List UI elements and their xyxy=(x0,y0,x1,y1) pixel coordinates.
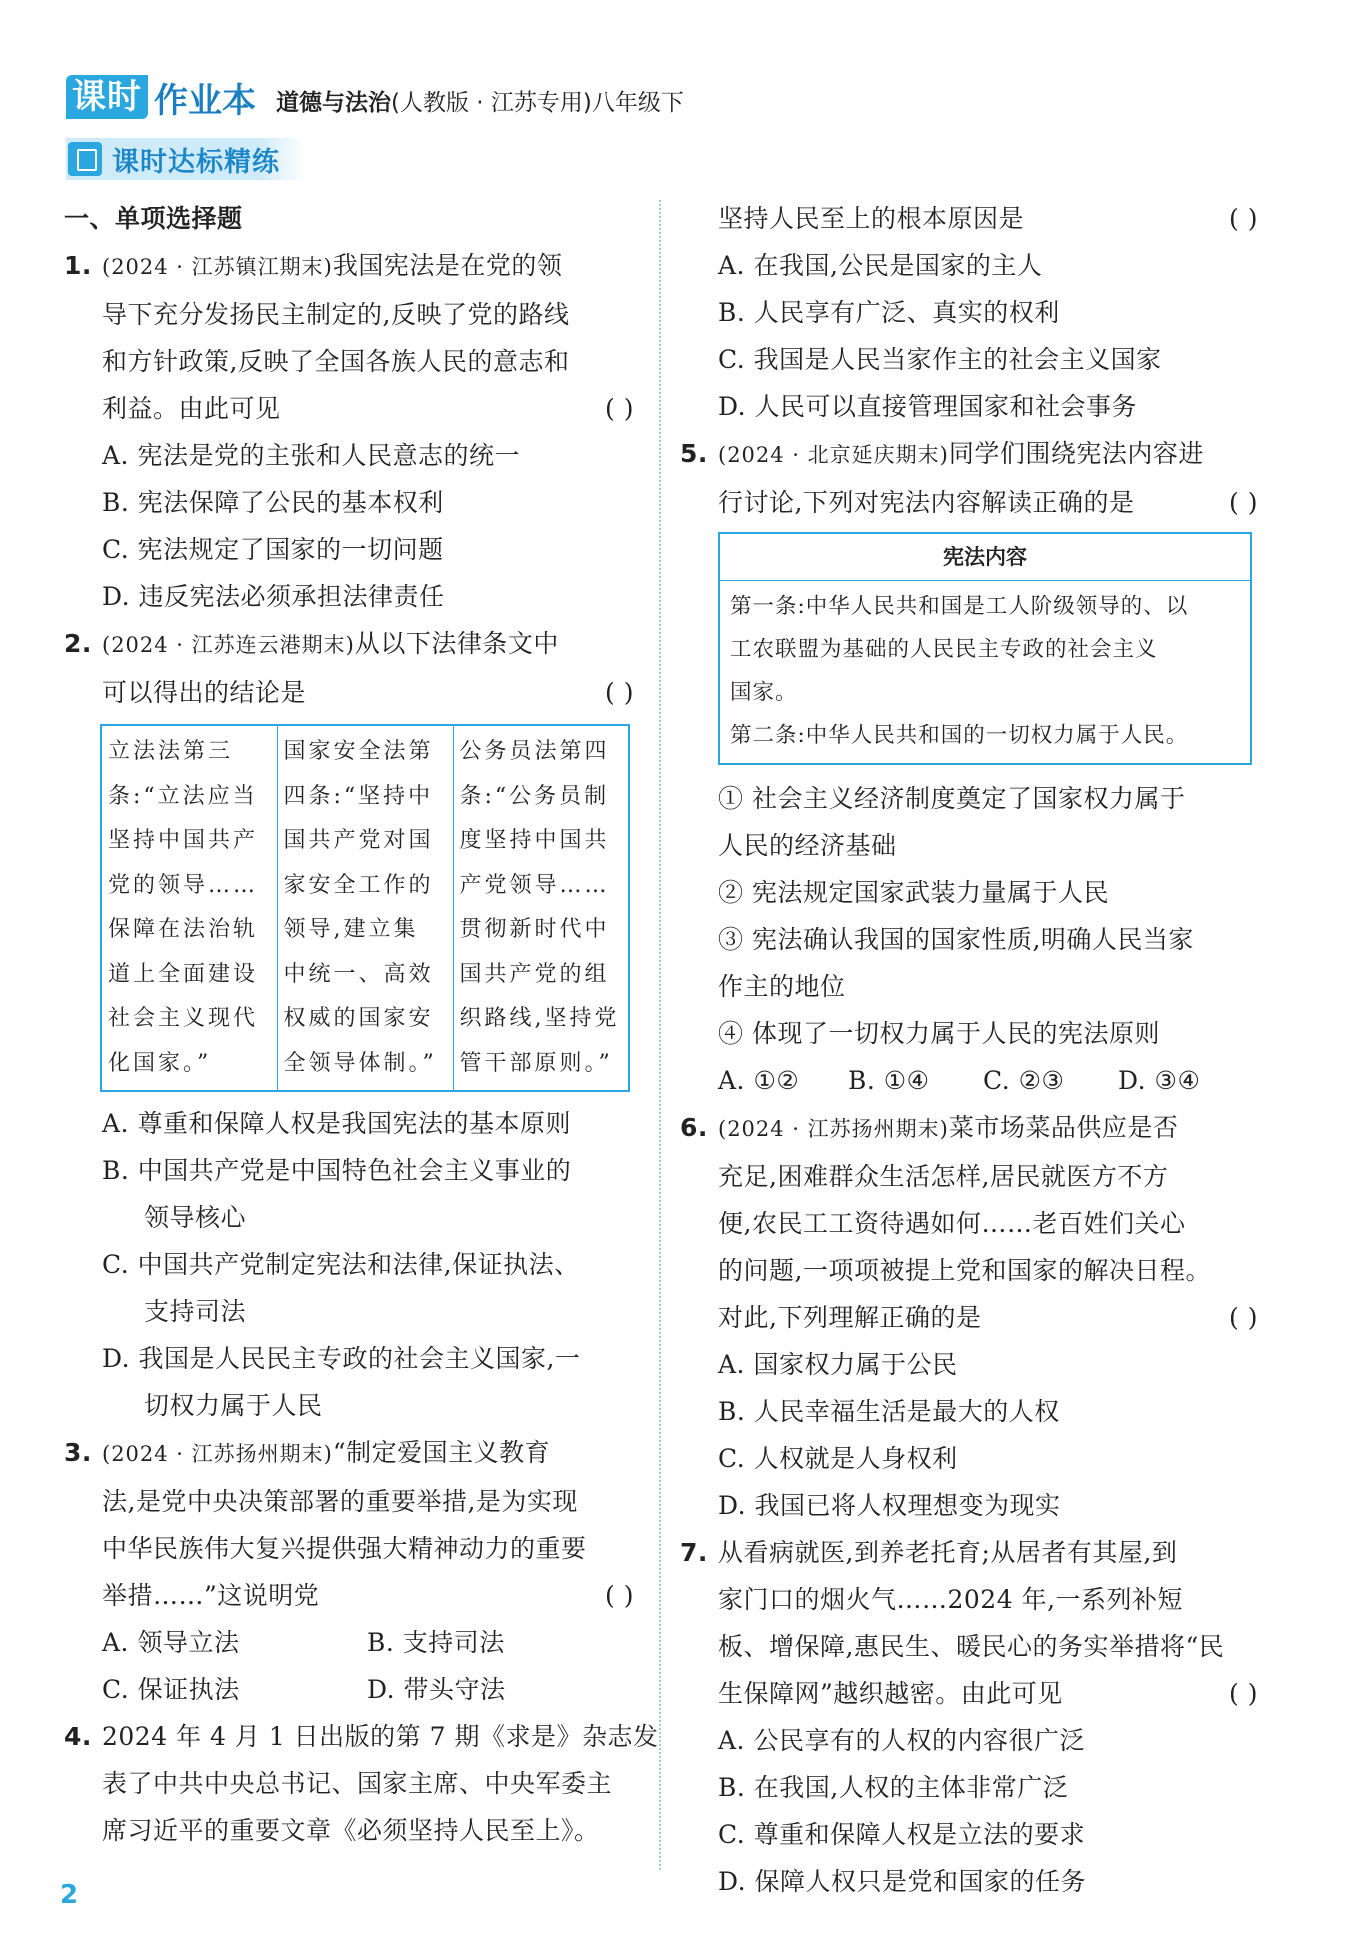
question-text: 利益。由此可见 xyxy=(102,394,281,423)
option-d-cont: 切权力属于人民 xyxy=(144,1391,323,1420)
question-text: 导下充分发扬民主制定的,反映了党的路线 xyxy=(102,300,570,329)
law-cell: 立法法第三 条:“立法应当 坚持中国共产 党的领导…… 保障在法治轨 道上全面建设 社会主义现代 化国家。” xyxy=(101,725,277,1091)
question-text: 从看病就医,到养老托育;从居者有其屋,到 xyxy=(718,1538,1178,1567)
option-a[interactable]: A. 在我国,公民是国家的主人 xyxy=(718,251,1043,280)
question-5 xyxy=(680,430,1258,526)
option-d[interactable]: D. 带头守法 xyxy=(367,1675,506,1704)
question-text: 可以得出的结论是 xyxy=(102,678,307,707)
option-b[interactable]: B. ①④ xyxy=(848,1066,930,1095)
option-a[interactable]: A. ①② xyxy=(718,1066,800,1095)
section-bar xyxy=(66,138,306,180)
option-c[interactable]: C. 中国共产党制定宪法和法律,保证执法、 xyxy=(102,1250,580,1279)
book-title xyxy=(276,84,684,117)
option-b-cont: 领导核心 xyxy=(144,1203,247,1232)
option-c[interactable]: C. 人权就是人身权利 xyxy=(718,1444,958,1473)
option-a[interactable]: A. 公民享有的人权的内容很广泛 xyxy=(718,1726,1085,1755)
subject: 道德与法治 xyxy=(276,90,391,116)
question-6 xyxy=(680,1104,1258,1529)
option-d[interactable]: D. 保障人权只是党和国家的任务 xyxy=(718,1867,1087,1896)
question-source: (2024 · 江苏扬州期末) xyxy=(102,1442,333,1466)
question-text: “制定爱国主义教育 xyxy=(332,1438,551,1467)
logo-mark: 课时 xyxy=(66,75,148,119)
constitution-box xyxy=(718,532,1252,765)
answer-bracket[interactable]: ( ) xyxy=(1229,1303,1258,1332)
question-text: 表了中共中央总书记、国家主席、中央军委主 xyxy=(102,1769,613,1798)
question-text: 法,是党中央决策部署的重要举措,是为实现 xyxy=(102,1487,578,1516)
question-text: 2024 年 4 月 1 日出版的第 7 期《求是》杂志发 xyxy=(102,1722,659,1751)
box-line: 工农联盟为基础的人民民主专政的社会主义 xyxy=(730,637,1158,662)
statement-2: ② 宪法规定国家武装力量属于人民 xyxy=(718,878,1109,907)
option-c[interactable]: C. 保证执法 xyxy=(102,1675,240,1704)
right-column xyxy=(680,195,1258,1905)
statement-4: ④ 体现了一切权力属于人民的宪法原则 xyxy=(718,1019,1160,1048)
option-c[interactable]: C. 宪法规定了国家的一切问题 xyxy=(102,535,444,564)
law-cell: 公务员法第四 条:“公务员制 度坚持中国共 产党领导…… 贯彻新时代中 国共产党的组 织路线,坚持党 管干部原则。” xyxy=(453,725,629,1091)
question-number: 1. xyxy=(64,251,92,280)
logo xyxy=(66,74,256,120)
answer-bracket[interactable]: ( ) xyxy=(1229,204,1258,233)
question-text: 坚持人民至上的根本原因是 xyxy=(718,204,1025,233)
question-text: 中华民族伟大复兴提供强大精神动力的重要 xyxy=(102,1534,587,1563)
box-title: 宪法内容 xyxy=(720,534,1250,581)
question-number: 7. xyxy=(680,1538,708,1567)
option-b[interactable]: B. 在我国,人权的主体非常广泛 xyxy=(718,1773,1069,1802)
option-d[interactable]: D. ③④ xyxy=(1118,1066,1201,1095)
option-b[interactable]: B. 支持司法 xyxy=(367,1628,505,1657)
question-text: 板、增保障,惠民生、暖民心的务实举措将“民 xyxy=(718,1632,1225,1661)
question-text: 从以下法律条文中 xyxy=(354,629,559,658)
statement-3-cont: 作主的地位 xyxy=(718,972,846,1001)
question-text: 举措……”这说明党 xyxy=(102,1581,320,1610)
question-number: 2. xyxy=(64,629,92,658)
statement-3: ③ 宪法确认我国的国家性质,明确人民当家 xyxy=(718,925,1194,954)
option-c-cont: 支持司法 xyxy=(144,1297,247,1326)
question-text: 充足,困难群众生活怎样,居民就医方不方 xyxy=(718,1162,1169,1191)
statement-1: ① 社会主义经济制度奠定了国家权力属于 xyxy=(718,784,1186,813)
question-text: 生保障网”越织越密。由此可见 xyxy=(718,1679,1063,1708)
question-text: 菜市场菜品供应是否 xyxy=(948,1113,1179,1142)
question-4 xyxy=(64,1713,659,1854)
answer-bracket[interactable]: ( ) xyxy=(605,678,634,707)
left-column xyxy=(64,195,659,1854)
page-number: 2 xyxy=(60,1880,79,1910)
page-header xyxy=(66,70,1306,126)
question-text: 我国宪法是在党的领 xyxy=(332,251,563,280)
question-text: 对此,下列理解正确的是 xyxy=(718,1303,982,1332)
option-b[interactable]: B. 人民幸福生活是最大的人权 xyxy=(718,1397,1060,1426)
statement-1-cont: 人民的经济基础 xyxy=(718,831,897,860)
part-heading: 一、单项选择题 xyxy=(64,204,243,233)
option-c[interactable]: C. 我国是人民当家作主的社会主义国家 xyxy=(718,345,1162,374)
question-source: (2024 · 江苏扬州期末) xyxy=(718,1117,949,1141)
question-text: 家门口的烟火气……2024 年,一系列补短 xyxy=(718,1585,1184,1614)
answer-bracket[interactable]: ( ) xyxy=(1229,1679,1258,1708)
answer-bracket[interactable]: ( ) xyxy=(605,394,634,423)
question-source: (2024 · 江苏连云港期末) xyxy=(102,633,355,657)
question-text: 的问题,一项项被提上党和国家的解决日程。 xyxy=(718,1256,1211,1285)
option-b[interactable]: B. 中国共产党是中国特色社会主义事业的 xyxy=(102,1156,572,1185)
question-source: (2024 · 江苏镇江期末) xyxy=(102,255,333,279)
question-2 xyxy=(64,620,634,1429)
box-line: 国家。 xyxy=(730,680,798,705)
box-line: 第二条:中华人民共和国的一切权力属于人民。 xyxy=(730,723,1189,748)
question-number: 6. xyxy=(680,1113,708,1142)
section-title: 课时达标精练 xyxy=(112,146,280,178)
logo-text: 作业本 xyxy=(154,80,256,121)
option-d[interactable]: D. 我国是人民民主专政的社会主义国家,一 xyxy=(102,1344,581,1373)
option-c[interactable]: C. ②③ xyxy=(983,1066,1065,1095)
option-c[interactable]: C. 尊重和保障人权是立法的要求 xyxy=(718,1820,1086,1849)
question-number: 3. xyxy=(64,1438,92,1467)
question-text: 同学们围绕宪法内容进 xyxy=(948,439,1204,468)
law-cell: 国家安全法第 四条:“坚持中 国共产党对国 家安全工作的 领导,建立集 中统一、高效 权威的国家安 全领导体制。” xyxy=(277,725,453,1091)
box-line: 第一条:中华人民共和国是工人阶级领导的、以 xyxy=(730,594,1189,619)
question-4-continued xyxy=(718,195,1258,430)
question-number: 5. xyxy=(680,439,708,468)
question-7 xyxy=(680,1529,1258,1905)
option-a[interactable]: A. 尊重和保障人权是我国宪法的基本原则 xyxy=(102,1109,571,1138)
edit-icon xyxy=(68,142,102,176)
question-text: 和方针政策,反映了全国各族人民的意志和 xyxy=(102,347,570,376)
edition: (人教版 · 江苏专用)八年级下 xyxy=(391,90,684,116)
question-1 xyxy=(64,242,634,620)
question-text: 便,农民工工资待遇如何……老百姓们关心 xyxy=(718,1209,1186,1238)
answer-bracket[interactable]: ( ) xyxy=(1229,488,1258,517)
question-number: 4. xyxy=(64,1722,92,1751)
option-a[interactable]: A. 宪法是党的主张和人民意志的统一 xyxy=(102,441,520,470)
question-source: (2024 · 北京延庆期末) xyxy=(718,443,949,467)
column-divider xyxy=(659,200,661,1870)
option-d[interactable]: D. 人民可以直接管理国家和社会事务 xyxy=(718,392,1138,421)
option-d[interactable]: D. 我国已将人权理想变为现实 xyxy=(718,1491,1061,1520)
option-b[interactable]: B. 人民享有广泛、真实的权利 xyxy=(718,298,1060,327)
option-d[interactable]: D. 违反宪法必须承担法律责任 xyxy=(102,582,445,611)
question-3 xyxy=(64,1429,634,1713)
question-text: 席习近平的重要文章《必须坚持人民至上》。 xyxy=(102,1816,600,1845)
answer-bracket[interactable]: ( ) xyxy=(605,1581,634,1610)
option-a[interactable]: A. 国家权力属于公民 xyxy=(718,1350,958,1379)
option-a[interactable]: A. 领导立法 xyxy=(102,1628,240,1657)
law-table xyxy=(100,724,630,1092)
option-b[interactable]: B. 宪法保障了公民的基本权利 xyxy=(102,488,444,517)
question-text: 行讨论,下列对宪法内容解读正确的是 xyxy=(718,488,1135,517)
